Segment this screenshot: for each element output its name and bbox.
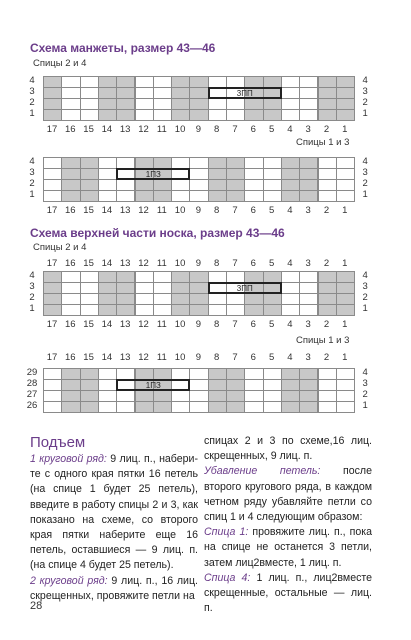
column-number-top: 9 bbox=[195, 352, 202, 363]
column-number: 16 bbox=[65, 124, 76, 135]
column-number-top: 2 bbox=[323, 258, 330, 269]
grid-cell bbox=[80, 304, 99, 316]
column-number-top: 3 bbox=[305, 258, 311, 269]
grid-cell bbox=[244, 109, 263, 121]
column-number-top: 13 bbox=[119, 258, 131, 269]
grid-cell bbox=[153, 109, 172, 121]
grid-cell bbox=[299, 304, 318, 316]
column-number-top: 1 bbox=[342, 352, 348, 363]
column-number-top: 7 bbox=[232, 258, 238, 269]
row-number-right: 3 bbox=[362, 167, 368, 178]
column-number: 16 bbox=[65, 319, 76, 330]
left-column bbox=[30, 452, 198, 604]
row-number-left: 29 bbox=[26, 367, 38, 378]
grid-cell bbox=[299, 190, 318, 202]
row-number-right: 2 bbox=[362, 292, 368, 303]
grid-cell bbox=[208, 401, 227, 413]
column-number: 5 bbox=[268, 205, 275, 216]
row-number-right: 2 bbox=[362, 97, 368, 108]
row-number-left: 3 bbox=[29, 167, 35, 178]
column-number: 7 bbox=[232, 124, 238, 135]
grid-cell bbox=[263, 109, 282, 121]
grid-cell bbox=[116, 304, 135, 316]
chart1-title: Схема манжеты, размер 43—46 bbox=[30, 41, 216, 55]
column-number: 10 bbox=[174, 205, 186, 216]
row-number-right: 3 bbox=[362, 378, 368, 389]
column-number: 9 bbox=[195, 124, 202, 135]
grid-cell bbox=[135, 190, 154, 202]
row-number-left: 1 bbox=[29, 108, 35, 119]
column-number: 17 bbox=[46, 205, 58, 216]
row-number-right: 1 bbox=[362, 303, 368, 314]
left-paragraph-1: 1 круговой ряд: 9 лиц. п., набери-те с одного края пятки 16 петель (на спице 1 будет 25 петель), введите в работу спицы 2 и 3, как показано на схеме, со второго края пятки наберите еще 16 петель, оставшиеся — 9 лиц. п. (на спице 4 будет 25 петель). bbox=[30, 453, 198, 572]
column-number-top: 12 bbox=[138, 352, 149, 363]
column-number: 6 bbox=[250, 319, 256, 330]
column-number: 14 bbox=[101, 319, 113, 330]
grid-cell bbox=[61, 109, 80, 121]
row-number-right: 4 bbox=[362, 367, 368, 378]
row-number-left: 4 bbox=[29, 270, 35, 281]
column-number: 12 bbox=[138, 205, 149, 216]
grid-cell bbox=[226, 304, 245, 316]
grid-cell bbox=[189, 190, 208, 202]
grid-cell bbox=[189, 304, 208, 316]
grid-cell bbox=[299, 109, 318, 121]
row-number-right: 4 bbox=[362, 156, 368, 167]
grid-cell bbox=[61, 401, 80, 413]
row-number-left: 2 bbox=[29, 292, 35, 303]
column-number-top: 17 bbox=[46, 352, 58, 363]
row-number-left: 2 bbox=[29, 97, 35, 108]
chart3-note-top: Спицы 2 и 4 bbox=[33, 242, 87, 253]
grid-cell bbox=[98, 109, 117, 121]
column-number-top: 4 bbox=[287, 258, 293, 269]
row-number-right: 4 bbox=[362, 270, 368, 281]
grid-cell bbox=[153, 190, 172, 202]
column-number-top: 11 bbox=[156, 258, 167, 269]
grid-cell bbox=[189, 109, 208, 121]
grid-cell bbox=[135, 304, 154, 316]
grid-cell bbox=[98, 304, 117, 316]
stitch-box: 1ПЗ bbox=[116, 379, 190, 391]
grid-cell bbox=[98, 190, 117, 202]
column-number: 7 bbox=[232, 319, 238, 330]
right-paragraph-4: Спица 4: 1 лиц. п., лиц2вместе скрещенные, остальные — лиц. п. bbox=[204, 571, 373, 615]
column-number: 13 bbox=[119, 319, 131, 330]
column-number: 11 bbox=[156, 124, 167, 135]
column-number-top: 3 bbox=[305, 352, 311, 363]
chart3-title: Схема верхней части носка, размер 43—46 bbox=[30, 226, 285, 240]
chart1-note-top: Спицы 2 и 4 bbox=[33, 58, 87, 69]
grid-cell bbox=[318, 109, 337, 121]
grid-cell bbox=[208, 190, 227, 202]
column-number: 1 bbox=[342, 124, 348, 135]
right-paragraph-2: Убавление петель: после второго кругового ряда, в каждом четном ряду убавляйте петли со спиц 1 и 4 следующим образом: bbox=[204, 465, 372, 524]
column-number: 1 bbox=[342, 205, 348, 216]
column-number-top: 1 bbox=[342, 258, 348, 269]
column-number: 8 bbox=[214, 124, 220, 135]
row-number-left: 26 bbox=[26, 400, 38, 411]
column-number: 14 bbox=[101, 124, 113, 135]
column-number: 6 bbox=[250, 205, 256, 216]
grid-cell bbox=[336, 109, 355, 121]
column-number: 2 bbox=[323, 124, 330, 135]
row-number-right: 1 bbox=[362, 189, 368, 200]
grid-cell bbox=[263, 190, 282, 202]
row-number-right: 3 bbox=[362, 281, 368, 292]
row-number-left: 28 bbox=[26, 378, 38, 389]
right-paragraph-3: Спица 1: провяжите лиц. п., пока на спице не останется 3 петли, затем лиц2вместе, 1 лиц. п. bbox=[204, 526, 373, 569]
column-number: 8 bbox=[214, 205, 220, 216]
column-number: 8 bbox=[214, 319, 220, 330]
column-number: 3 bbox=[305, 205, 311, 216]
column-number: 9 bbox=[195, 205, 202, 216]
grid-cell bbox=[61, 304, 80, 316]
column-number: 16 bbox=[65, 205, 76, 216]
column-number: 15 bbox=[83, 319, 94, 330]
grid-cell bbox=[80, 109, 99, 121]
column-number: 13 bbox=[119, 205, 131, 216]
grid-cell bbox=[244, 304, 263, 316]
grid-cell bbox=[98, 401, 117, 413]
grid-cell bbox=[281, 401, 300, 413]
column-number: 4 bbox=[287, 319, 293, 330]
grid-cell bbox=[281, 109, 300, 121]
chart3-note-bottom: Спицы 1 и 3 bbox=[296, 335, 350, 346]
row-number-left: 27 bbox=[26, 389, 38, 400]
grid-cell bbox=[299, 401, 318, 413]
grid-cell bbox=[281, 190, 300, 202]
column-number: 15 bbox=[83, 124, 94, 135]
row-number-left: 4 bbox=[29, 75, 35, 86]
grid-cell bbox=[263, 304, 282, 316]
row-number-left: 3 bbox=[29, 281, 35, 292]
column-number-top: 5 bbox=[268, 258, 275, 269]
right-column bbox=[204, 434, 372, 616]
column-number: 9 bbox=[195, 319, 202, 330]
grid-cell bbox=[171, 190, 190, 202]
column-number-top: 17 bbox=[46, 258, 58, 269]
column-number: 12 bbox=[138, 124, 149, 135]
grid-cell bbox=[171, 304, 190, 316]
grid-cell bbox=[80, 401, 99, 413]
grid-cell bbox=[208, 304, 227, 316]
row-number-right: 2 bbox=[362, 389, 368, 400]
column-number-top: 16 bbox=[65, 352, 76, 363]
column-number: 14 bbox=[101, 205, 113, 216]
column-number-top: 13 bbox=[119, 352, 131, 363]
column-number-top: 2 bbox=[323, 352, 330, 363]
grid-cell bbox=[43, 190, 62, 202]
grid-cell bbox=[61, 190, 80, 202]
column-number-top: 6 bbox=[250, 258, 256, 269]
row-number-left: 1 bbox=[29, 189, 35, 200]
grid-cell bbox=[153, 304, 172, 316]
grid-cell bbox=[116, 190, 135, 202]
grid-cell bbox=[171, 401, 190, 413]
column-number: 11 bbox=[156, 319, 167, 330]
column-number-top: 6 bbox=[250, 352, 256, 363]
grid-cell bbox=[153, 401, 172, 413]
column-number-top: 12 bbox=[138, 258, 149, 269]
left-paragraph-2: 2 круговой ряд: 9 лиц. п., 16 лиц. скрещенных, провяжите петли на bbox=[30, 574, 198, 602]
column-number: 6 bbox=[250, 124, 256, 135]
section-heading: Подъем bbox=[30, 434, 86, 451]
column-number-top: 5 bbox=[268, 352, 275, 363]
column-number: 3 bbox=[305, 124, 311, 135]
grid-cell bbox=[116, 401, 135, 413]
column-number-top: 8 bbox=[214, 352, 220, 363]
grid-cell bbox=[318, 401, 337, 413]
column-number-top: 15 bbox=[83, 352, 94, 363]
grid-cell bbox=[208, 109, 227, 121]
grid-cell bbox=[116, 109, 135, 121]
grid-cell bbox=[43, 109, 62, 121]
row-number-left: 4 bbox=[29, 156, 35, 167]
column-number: 4 bbox=[287, 124, 293, 135]
column-number: 2 bbox=[323, 205, 330, 216]
column-number-top: 9 bbox=[195, 258, 202, 269]
stitch-box: 3ПП bbox=[208, 282, 282, 294]
grid-cell bbox=[263, 401, 282, 413]
column-number-top: 15 bbox=[83, 258, 94, 269]
column-number-top: 14 bbox=[101, 258, 113, 269]
column-number: 5 bbox=[268, 124, 275, 135]
grid-cell bbox=[226, 109, 245, 121]
row-number-left: 1 bbox=[29, 303, 35, 314]
row-number-right: 2 bbox=[362, 178, 368, 189]
column-number: 10 bbox=[174, 319, 186, 330]
column-number-top: 11 bbox=[156, 352, 167, 363]
row-number-left: 2 bbox=[29, 178, 35, 189]
grid-cell bbox=[318, 304, 337, 316]
grid-cell bbox=[226, 401, 245, 413]
grid-cell bbox=[80, 190, 99, 202]
column-number: 3 bbox=[305, 319, 311, 330]
column-number: 13 bbox=[119, 124, 131, 135]
column-number: 7 bbox=[232, 205, 238, 216]
page-number: 28 bbox=[30, 600, 43, 612]
column-number: 5 bbox=[268, 319, 275, 330]
column-number: 4 bbox=[287, 205, 293, 216]
column-number: 17 bbox=[46, 124, 58, 135]
row-number-right: 3 bbox=[362, 86, 368, 97]
grid-cell bbox=[336, 190, 355, 202]
grid-cell bbox=[318, 190, 337, 202]
column-number-top: 10 bbox=[174, 258, 186, 269]
column-number: 17 bbox=[46, 319, 58, 330]
grid-cell bbox=[244, 190, 263, 202]
grid-cell bbox=[43, 304, 62, 316]
grid-cell bbox=[135, 401, 154, 413]
grid-cell bbox=[189, 401, 208, 413]
chart1-note-bottom: Спицы 1 и 3 bbox=[296, 137, 350, 148]
column-number-top: 4 bbox=[287, 352, 293, 363]
stitch-box: 1ПЗ bbox=[116, 168, 190, 180]
grid-cell bbox=[171, 109, 190, 121]
grid-cell bbox=[43, 401, 62, 413]
column-number: 11 bbox=[156, 205, 167, 216]
grid-cell bbox=[226, 190, 245, 202]
row-number-right: 4 bbox=[362, 75, 368, 86]
row-number-right: 1 bbox=[362, 400, 368, 411]
row-number-right: 1 bbox=[362, 108, 368, 119]
column-number-top: 14 bbox=[101, 352, 113, 363]
column-number-top: 7 bbox=[232, 352, 238, 363]
column-number-top: 16 bbox=[65, 258, 76, 269]
column-number-top: 10 bbox=[174, 352, 186, 363]
grid-cell bbox=[135, 109, 154, 121]
column-number: 12 bbox=[138, 319, 149, 330]
grid-cell bbox=[244, 401, 263, 413]
grid-cell bbox=[336, 304, 355, 316]
stitch-box: 3ПП bbox=[208, 87, 282, 99]
grid-cell bbox=[281, 304, 300, 316]
column-number: 1 bbox=[342, 319, 348, 330]
grid-cell bbox=[336, 401, 355, 413]
right-paragraph-1: спицах 2 и 3 по схеме,16 лиц. скрещенных, 9 лиц. п. bbox=[204, 435, 372, 463]
column-number: 15 bbox=[83, 205, 94, 216]
column-number: 10 bbox=[174, 124, 186, 135]
column-number: 2 bbox=[323, 319, 330, 330]
row-number-left: 3 bbox=[29, 86, 35, 97]
column-number-top: 8 bbox=[214, 258, 220, 269]
